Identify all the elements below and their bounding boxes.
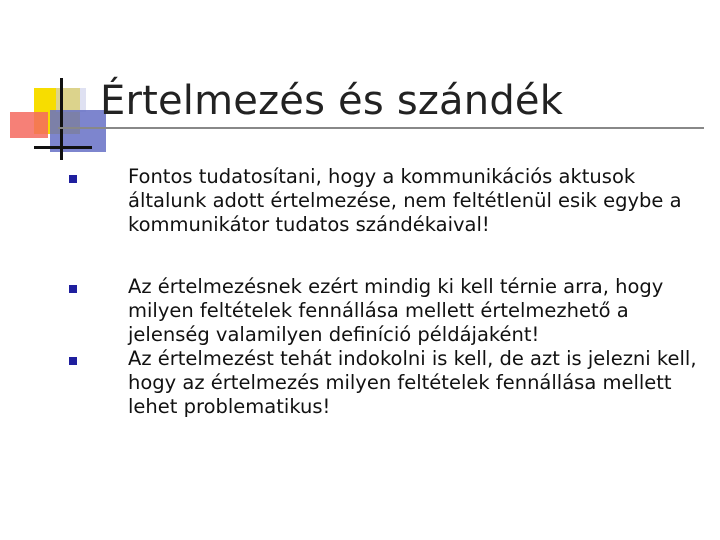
- bullet-list: [60, 165, 710, 419]
- square-bullet-icon: [69, 285, 77, 293]
- slide-title: Értelmezés és szándék: [100, 78, 564, 124]
- bullet-item: [60, 165, 710, 237]
- bullet-text: Az értelmezésnek ezért mindig ki kell térnie arra, hogy milyen feltételek fennállása mellett értelmezhető a jelenség valamilyen definíció példájaként!: [128, 275, 664, 346]
- bullet-text: Az értelmezést tehát indokolni is kell, de azt is jelezni kell, hogy az értelmezés milyen feltételek fennállása mellett lehet problematikus!: [128, 347, 697, 418]
- square-bullet-icon: [69, 357, 77, 365]
- square-bullet-icon: [69, 175, 77, 183]
- decorative-logo: [0, 0, 110, 165]
- bullet-item: [60, 275, 710, 347]
- horizontal-line: [34, 146, 92, 149]
- red-square: [10, 112, 48, 138]
- bullet-text: Fontos tudatosítani, hogy a kommunikációs aktusok általunk adott értelmezése, nem feltétlenül esik egybe a kommunikátor tudatos szándékaival!: [128, 165, 682, 236]
- title-underline: [58, 127, 704, 129]
- bullet-item: [60, 347, 710, 419]
